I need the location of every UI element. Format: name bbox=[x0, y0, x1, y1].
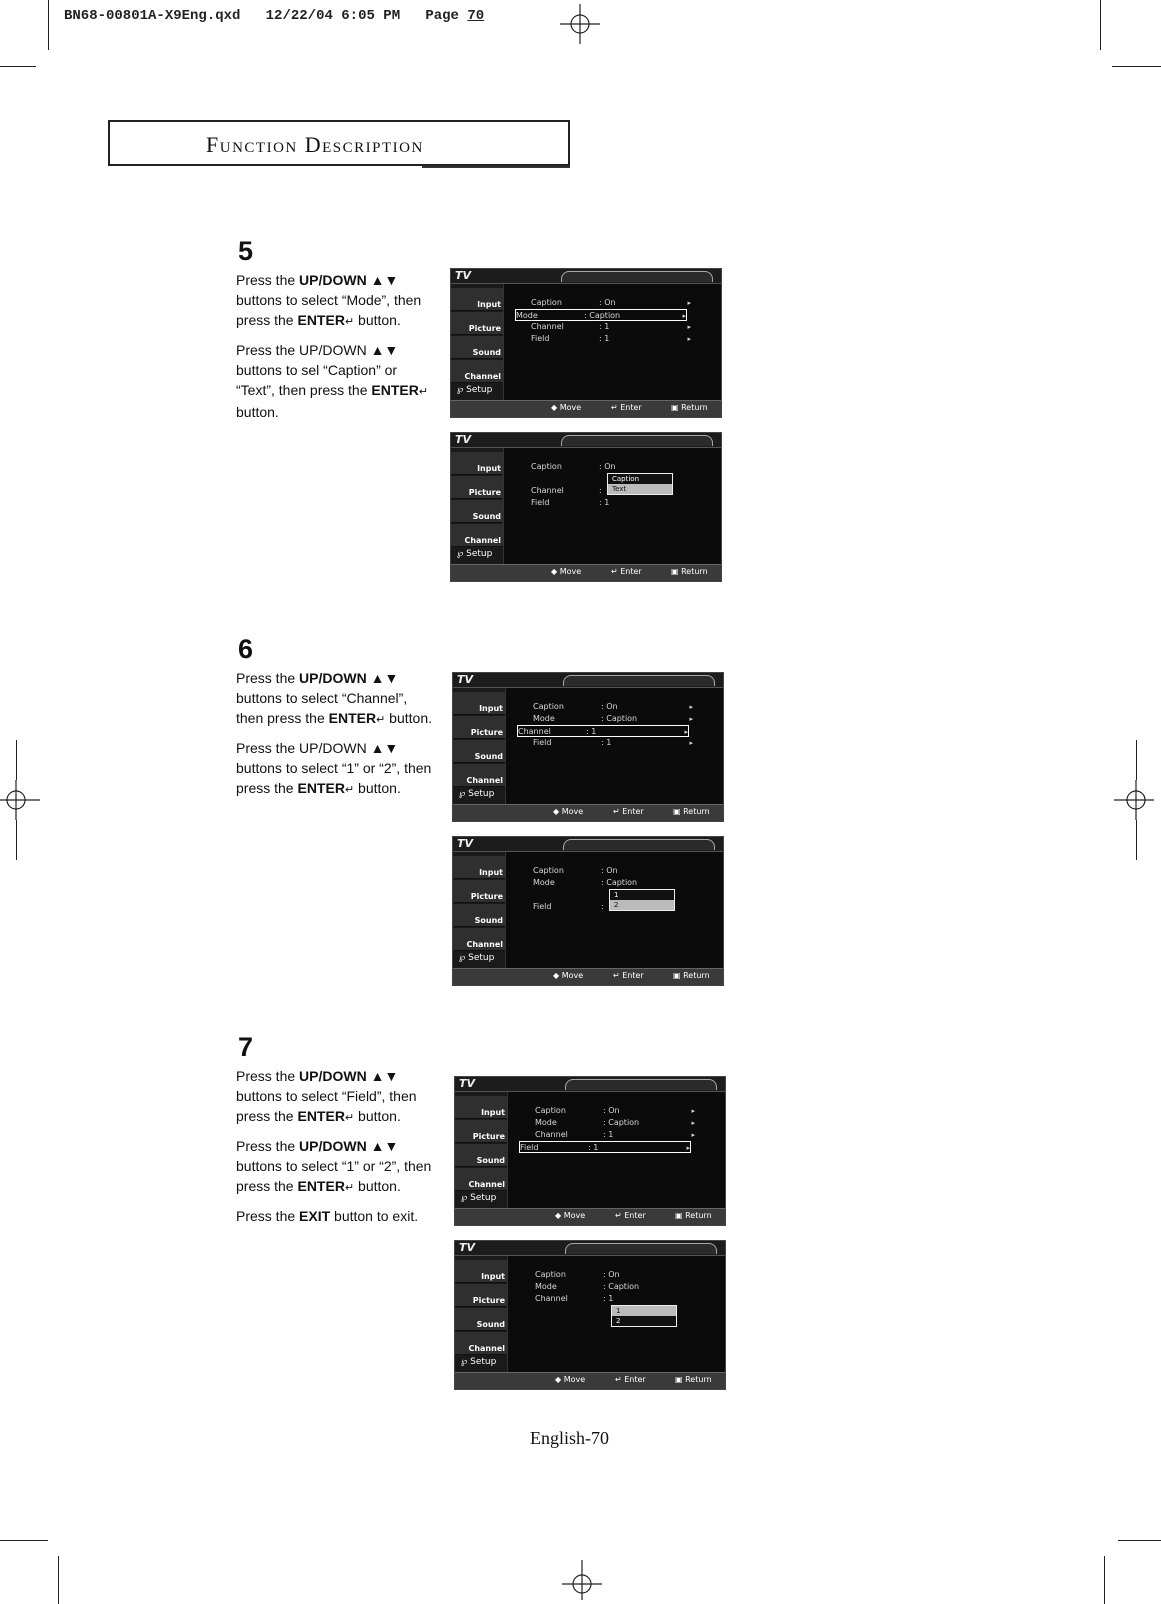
trim-mark bbox=[1112, 66, 1161, 67]
osd-menu-row bbox=[535, 1129, 695, 1141]
osd-option: 2 bbox=[616, 1317, 621, 1325]
osd-menu-row bbox=[533, 877, 693, 889]
osd-row-label: Field bbox=[533, 902, 552, 911]
step-instructions bbox=[236, 668, 436, 808]
osd-hint: ↵ Enter bbox=[613, 807, 644, 816]
enter-key-icon: ↵ bbox=[344, 784, 355, 796]
osd-option-popup bbox=[609, 889, 675, 911]
osd-hint: ◆ Move bbox=[553, 807, 584, 816]
section-header bbox=[108, 120, 570, 166]
osd-menu-row bbox=[533, 701, 693, 713]
osd-row-label: Field bbox=[520, 1143, 539, 1152]
osd-setup-label: ℘ Setup bbox=[459, 953, 495, 963]
instruction-paragraph: Press the EXIT button to exit. bbox=[236, 1208, 419, 1224]
osd-menu-row bbox=[535, 1269, 695, 1281]
osd-sidebar-item bbox=[451, 312, 503, 335]
osd-option: 1 bbox=[612, 1306, 676, 1316]
osd-title-bar bbox=[453, 673, 723, 688]
slug-date: 12/22/04 bbox=[265, 8, 333, 24]
trim-mark bbox=[1136, 820, 1137, 860]
step-number: 7 bbox=[238, 1032, 254, 1062]
osd-row-label: Channel bbox=[531, 322, 564, 331]
osd-sidebar-item bbox=[453, 692, 505, 715]
osd-sidebar-item bbox=[453, 928, 505, 951]
osd-sidebar-label: Picture bbox=[472, 1132, 505, 1141]
osd-sidebar-label: Sound bbox=[474, 752, 503, 761]
osd-row-value: : 1 bbox=[599, 334, 610, 343]
osd-sidebar-label: Picture bbox=[470, 728, 503, 737]
osd-setup-label: ℘ Setup bbox=[461, 1193, 497, 1203]
osd-menu-row bbox=[535, 1117, 695, 1129]
page-footer: English-70 bbox=[530, 1428, 609, 1448]
osd-row-value: : On bbox=[599, 462, 616, 471]
osd-sidebar-item bbox=[451, 524, 503, 547]
instruction-paragraph: Press the UP/DOWN ▲▼ buttons to sel “Caption” or “Text”, then press the ENTER↵ button. bbox=[236, 342, 429, 420]
enter-key-icon: ↵ bbox=[376, 714, 386, 726]
trim-mark bbox=[1136, 740, 1137, 780]
instruction-paragraph: Press the UP/DOWN ▲▼ buttons to select “1” or “2”, then press the ENTER↵ button. bbox=[236, 1138, 432, 1194]
osd-sidebar-label: Input bbox=[481, 1108, 505, 1117]
osd-hint: ▣ Return bbox=[673, 971, 710, 980]
osd-option-popup bbox=[611, 1305, 677, 1327]
osd-menu-row bbox=[519, 1141, 691, 1153]
osd-sidebar-item bbox=[455, 1120, 507, 1143]
osd-hint-bar bbox=[455, 1208, 725, 1225]
osd-hint-bar bbox=[453, 968, 723, 985]
osd-sidebar bbox=[453, 688, 506, 805]
osd-sidebar bbox=[451, 448, 504, 565]
osd-sidebar-label: Input bbox=[479, 868, 503, 877]
osd-sidebar-label: Picture bbox=[470, 892, 503, 901]
osd-hint: ▣ Return bbox=[671, 403, 708, 412]
section-title: Function Description bbox=[206, 132, 424, 157]
osd-sidebar-item bbox=[455, 1144, 507, 1167]
osd-menu-row bbox=[531, 297, 691, 309]
osd-row-label: Caption bbox=[535, 1106, 566, 1115]
osd-row-label: Caption bbox=[533, 702, 564, 711]
osd-hint: ◆ Move bbox=[551, 567, 582, 576]
osd-option: 1 bbox=[614, 891, 619, 899]
osd-sidebar-item bbox=[455, 1260, 507, 1283]
osd-tab bbox=[565, 1079, 717, 1090]
osd-sidebar-item bbox=[453, 740, 505, 763]
osd-sidebar-label: Channel bbox=[466, 776, 503, 785]
osd-sidebar-item bbox=[453, 856, 505, 879]
osd-setup-label: ℘ Setup bbox=[459, 789, 495, 799]
tv-menu-screenshot bbox=[450, 432, 722, 582]
trim-mark bbox=[1100, 0, 1101, 50]
osd-row-value: : 1 bbox=[599, 322, 610, 331]
osd-sidebar-label: Sound bbox=[476, 1320, 505, 1329]
osd-option: 2 bbox=[610, 900, 674, 910]
osd-menu-row bbox=[533, 713, 693, 725]
instruction-paragraph: Press the UP/DOWN ▲▼ buttons to select “1” or “2”, then press the ENTER↵ button. bbox=[236, 740, 432, 796]
osd-tv-label: TV bbox=[457, 673, 474, 686]
registration-mark-icon bbox=[1114, 780, 1154, 820]
osd-menu-row bbox=[535, 1281, 695, 1293]
osd-tab bbox=[563, 675, 715, 686]
osd-sidebar-item bbox=[451, 336, 503, 359]
osd-row-label: Mode bbox=[535, 1282, 557, 1291]
osd-menu-row bbox=[517, 725, 689, 737]
osd-option: Caption bbox=[612, 475, 640, 483]
slug-time: 6:05 PM bbox=[341, 8, 401, 24]
chevron-right-icon: ▸ bbox=[682, 312, 686, 320]
osd-row-label: Mode bbox=[533, 878, 555, 887]
osd-sidebar-label: Channel bbox=[468, 1180, 505, 1189]
osd-row-label: Caption bbox=[533, 866, 564, 875]
osd-sidebar-item bbox=[453, 716, 505, 739]
chevron-right-icon: ▸ bbox=[689, 703, 693, 711]
osd-menu-row bbox=[533, 865, 693, 877]
osd-sidebar bbox=[455, 1092, 508, 1209]
osd-tab bbox=[563, 839, 715, 850]
osd-sidebar-label: Picture bbox=[468, 324, 501, 333]
osd-row-value: : On bbox=[603, 1106, 620, 1115]
osd-sidebar-item bbox=[451, 452, 503, 475]
osd-row-label: Caption bbox=[535, 1270, 566, 1279]
osd-hint-bar bbox=[455, 1372, 725, 1389]
osd-sidebar-label: Channel bbox=[464, 536, 501, 545]
chevron-right-icon: ▸ bbox=[691, 1107, 695, 1115]
osd-row-value: : On bbox=[601, 702, 618, 711]
osd-row-value: : Caption bbox=[601, 878, 638, 887]
osd-sidebar-label: Sound bbox=[472, 348, 501, 357]
osd-menu-row bbox=[515, 309, 687, 321]
osd-sidebar-item bbox=[451, 360, 503, 383]
slug-page-label: Page bbox=[425, 8, 459, 24]
osd-menu-row bbox=[533, 737, 693, 749]
tv-menu-screenshot bbox=[450, 268, 722, 418]
osd-setup-label: ℘ Setup bbox=[457, 385, 493, 395]
osd-sidebar-label: Input bbox=[479, 704, 503, 713]
osd-title-bar bbox=[451, 269, 721, 284]
trim-mark bbox=[0, 66, 36, 67]
osd-sidebar-item bbox=[453, 904, 505, 927]
chevron-right-icon: ▸ bbox=[691, 1131, 695, 1139]
osd-hint-bar bbox=[451, 400, 721, 417]
osd-sidebar-item bbox=[451, 476, 503, 499]
osd-hint-bar bbox=[453, 804, 723, 821]
registration-mark-icon bbox=[562, 1560, 602, 1600]
osd-sidebar-label: Channel bbox=[464, 372, 501, 381]
enter-key-icon: ↵ bbox=[344, 1112, 355, 1124]
osd-row-label: Field bbox=[531, 498, 550, 507]
osd-row-label: Channel bbox=[535, 1130, 568, 1139]
osd-row-value: : 1 bbox=[588, 1143, 599, 1152]
osd-row-value: : 1 bbox=[601, 738, 612, 747]
osd-sidebar-label: Picture bbox=[472, 1296, 505, 1305]
chevron-right-icon: ▸ bbox=[689, 739, 693, 747]
osd-menu-row bbox=[535, 1293, 695, 1305]
osd-sidebar-label: Sound bbox=[472, 512, 501, 521]
osd-tv-label: TV bbox=[459, 1241, 476, 1254]
print-slug bbox=[64, 8, 484, 24]
osd-row-value: : Caption bbox=[601, 714, 638, 723]
osd-tab bbox=[561, 435, 713, 446]
osd-row-value: : bbox=[599, 486, 602, 495]
step-number: 5 bbox=[238, 236, 254, 266]
osd-sidebar-item bbox=[451, 288, 503, 311]
osd-hint: ◆ Move bbox=[555, 1375, 586, 1384]
slug-page-number: 70 bbox=[467, 8, 485, 24]
osd-hint: ↵ Enter bbox=[611, 567, 642, 576]
osd-hint: ◆ Move bbox=[553, 971, 584, 980]
osd-option-popup bbox=[607, 473, 673, 495]
osd-menu-row bbox=[531, 497, 691, 509]
osd-tab bbox=[565, 1243, 717, 1254]
osd-row-value: : 1 bbox=[599, 498, 610, 507]
osd-menu-rows bbox=[516, 297, 691, 345]
osd-hint: ↵ Enter bbox=[611, 403, 642, 412]
osd-hint: ↵ Enter bbox=[615, 1211, 646, 1220]
trim-mark bbox=[1118, 1540, 1161, 1541]
osd-tv-label: TV bbox=[459, 1077, 476, 1090]
osd-row-label: Field bbox=[533, 738, 552, 747]
osd-hint: ▣ Return bbox=[673, 807, 710, 816]
trim-mark bbox=[1104, 1556, 1105, 1604]
osd-option: Text bbox=[608, 484, 672, 494]
osd-menu-rows bbox=[520, 1105, 695, 1153]
osd-title-bar bbox=[455, 1241, 725, 1256]
osd-hint: ↵ Enter bbox=[613, 971, 644, 980]
osd-setup-label: ℘ Setup bbox=[457, 549, 493, 559]
enter-key-icon: ↵ bbox=[344, 316, 355, 328]
chevron-right-icon: ▸ bbox=[687, 335, 691, 343]
registration-mark-icon bbox=[560, 4, 600, 44]
osd-sidebar-item bbox=[455, 1168, 507, 1191]
osd-menu-row bbox=[531, 333, 691, 345]
osd-row-value: : 1 bbox=[603, 1294, 614, 1303]
osd-hint: ▣ Return bbox=[671, 567, 708, 576]
step-number: 6 bbox=[238, 634, 254, 664]
osd-sidebar-item bbox=[451, 500, 503, 523]
osd-tv-label: TV bbox=[455, 269, 472, 282]
chevron-right-icon: ▸ bbox=[689, 715, 693, 723]
trim-mark bbox=[48, 0, 49, 50]
osd-row-label: Channel bbox=[531, 486, 564, 495]
osd-sidebar bbox=[455, 1256, 508, 1373]
osd-menu-row bbox=[535, 1105, 695, 1117]
osd-row-label: Channel bbox=[518, 727, 551, 736]
slug-file: BN68-00801A-X9Eng.qxd bbox=[64, 8, 241, 24]
osd-menu-row bbox=[531, 461, 691, 473]
osd-sidebar-item bbox=[455, 1096, 507, 1119]
chevron-right-icon: ▸ bbox=[686, 1144, 690, 1152]
trim-mark bbox=[0, 1540, 48, 1541]
osd-sidebar-label: Input bbox=[477, 300, 501, 309]
osd-row-label: Caption bbox=[531, 298, 562, 307]
osd-row-label: Mode bbox=[533, 714, 555, 723]
osd-row-value: : 1 bbox=[586, 727, 597, 736]
osd-row-label: Field bbox=[531, 334, 550, 343]
instruction-paragraph: Press the UP/DOWN ▲▼ buttons to select “Mode”, then press the ENTER↵ button. bbox=[236, 272, 422, 328]
osd-tab bbox=[561, 271, 713, 282]
osd-title-bar bbox=[455, 1077, 725, 1092]
osd-sidebar bbox=[453, 852, 506, 969]
osd-sidebar-item bbox=[453, 880, 505, 903]
osd-title-bar bbox=[453, 837, 723, 852]
osd-title-bar bbox=[451, 433, 721, 448]
tv-menu-screenshot bbox=[452, 672, 724, 822]
osd-hint: ↵ Enter bbox=[615, 1375, 646, 1384]
osd-sidebar-label: Picture bbox=[468, 488, 501, 497]
chevron-right-icon: ▸ bbox=[687, 299, 691, 307]
osd-sidebar-item bbox=[455, 1284, 507, 1307]
tv-menu-screenshot bbox=[452, 836, 724, 986]
osd-row-label: Caption bbox=[531, 462, 562, 471]
osd-row-value: : On bbox=[601, 866, 618, 875]
osd-hint: ▣ Return bbox=[675, 1211, 712, 1220]
osd-hint-bar bbox=[451, 564, 721, 581]
step-instructions bbox=[236, 270, 436, 430]
instruction-paragraph: Press the UP/DOWN ▲▼ buttons to select “Field”, then press the ENTER↵ button. bbox=[236, 1068, 417, 1124]
osd-row-value: : Caption bbox=[603, 1118, 640, 1127]
osd-menu-rows bbox=[518, 701, 693, 749]
osd-hint: ◆ Move bbox=[551, 403, 582, 412]
osd-hint: ▣ Return bbox=[675, 1375, 712, 1384]
osd-sidebar-label: Sound bbox=[474, 916, 503, 925]
osd-menu-row bbox=[531, 321, 691, 333]
chevron-right-icon: ▸ bbox=[691, 1119, 695, 1127]
trim-mark bbox=[16, 740, 17, 780]
enter-key-icon: ↵ bbox=[344, 1182, 355, 1194]
osd-tv-label: TV bbox=[457, 837, 474, 850]
trim-mark bbox=[16, 820, 17, 860]
tv-menu-screenshot bbox=[454, 1240, 726, 1390]
osd-sidebar-label: Sound bbox=[476, 1156, 505, 1165]
osd-sidebar-item bbox=[453, 764, 505, 787]
osd-sidebar bbox=[451, 284, 504, 401]
osd-row-value: : bbox=[601, 902, 604, 911]
enter-key-icon: ↵ bbox=[418, 386, 429, 398]
osd-row-label: Mode bbox=[535, 1118, 557, 1127]
osd-setup-label: ℘ Setup bbox=[461, 1357, 497, 1367]
osd-row-value: : On bbox=[599, 298, 616, 307]
osd-sidebar-label: Input bbox=[481, 1272, 505, 1281]
osd-row-value: : Caption bbox=[603, 1282, 640, 1291]
osd-hint: ◆ Move bbox=[555, 1211, 586, 1220]
osd-sidebar-label: Input bbox=[477, 464, 501, 473]
osd-sidebar-label: Channel bbox=[466, 940, 503, 949]
registration-mark-icon bbox=[0, 780, 40, 820]
osd-row-value: : Caption bbox=[584, 311, 621, 320]
osd-row-label: Mode bbox=[516, 311, 538, 320]
chevron-right-icon: ▸ bbox=[687, 323, 691, 331]
trim-mark bbox=[58, 1556, 59, 1604]
step-instructions bbox=[236, 1066, 436, 1234]
instruction-paragraph: Press the UP/DOWN ▲▼ buttons to select “Channel”, then press the ENTER↵ button. bbox=[236, 670, 432, 726]
osd-row-value: : On bbox=[603, 1270, 620, 1279]
osd-sidebar-item bbox=[455, 1332, 507, 1355]
tv-menu-screenshot bbox=[454, 1076, 726, 1226]
chevron-right-icon: ▸ bbox=[684, 728, 688, 736]
osd-tv-label: TV bbox=[455, 433, 472, 446]
osd-sidebar-label: Channel bbox=[468, 1344, 505, 1353]
osd-row-value: : 1 bbox=[603, 1130, 614, 1139]
header-rule bbox=[422, 166, 570, 168]
osd-row-label: Channel bbox=[535, 1294, 568, 1303]
osd-sidebar-item bbox=[455, 1308, 507, 1331]
